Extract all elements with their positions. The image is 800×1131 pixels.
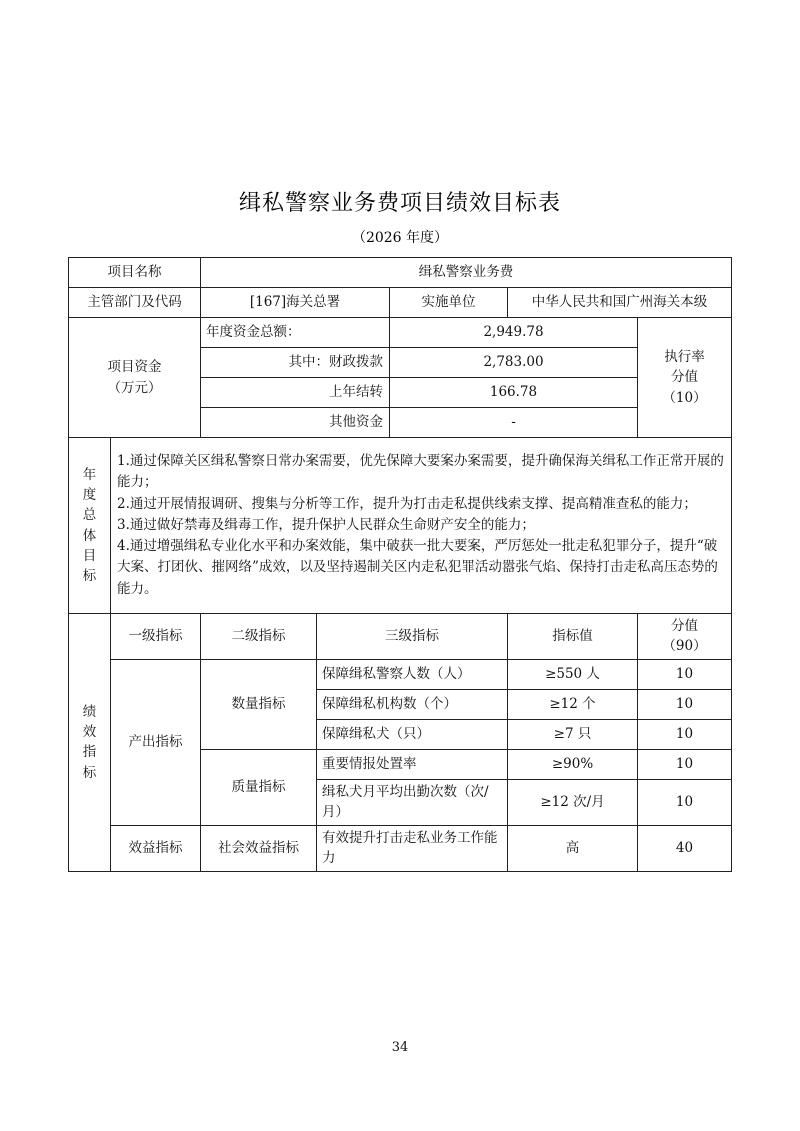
- indicators-header-row: [69, 614, 732, 660]
- indicators-label-char: 指: [82, 744, 97, 761]
- goals-label-char: 度: [82, 487, 97, 503]
- header-score-line1: 分值: [671, 618, 699, 634]
- goal-item: 4.通过增强缉私专业化水平和办案效能，集中破获一批大要案，严厉惩处一批走私犯罪分子，提升“破大案、打团伙、摧网络”成效，以及坚持遏制关区内走私犯罪活动嚣张气焰、保持打击走私高压态势的能力。: [117, 538, 718, 597]
- goals-label-char: 体: [82, 527, 97, 544]
- indicator-value: ≥12 次/月: [508, 779, 638, 825]
- header-level1: 一级指标: [111, 614, 201, 660]
- indicator-row: [69, 659, 732, 689]
- dept-value: [167]海关总署: [201, 288, 390, 318]
- funds-other-label: 其他资金: [201, 408, 390, 438]
- indicator-name: 重要情报处置率: [317, 749, 508, 779]
- exec-rate-score: [638, 318, 732, 438]
- exec-rate-line1: 执行率: [664, 349, 705, 366]
- funds-carryover-value: 166.78: [390, 378, 638, 408]
- goal-item: 2.通过开展情报调研、搜集与分析等工作，提升为打击走私提供线索支撑、提高精准查私的能力；: [117, 495, 697, 512]
- funds-label: [69, 318, 201, 438]
- header-score: [638, 614, 732, 660]
- output-indicator-label: 产出指标: [111, 659, 201, 825]
- indicator-score: 10: [638, 719, 732, 749]
- indicator-score: 10: [638, 659, 732, 689]
- indicator-name: 保障缉私犬（只）: [317, 719, 508, 749]
- goals-label-char: 目: [82, 547, 97, 564]
- quantity-indicator-label: 数量指标: [201, 659, 317, 749]
- funds-other-value: -: [390, 408, 638, 438]
- page-subtitle: （2026 年度）: [351, 230, 449, 246]
- project-name-label: 项目名称: [69, 258, 201, 288]
- indicator-value: ≥550 人: [508, 659, 638, 689]
- indicator-score: 10: [638, 689, 732, 719]
- goals-label-char: 总: [82, 507, 97, 524]
- indicator-row: [69, 825, 732, 871]
- funds-fiscal-value: 2,783.00: [390, 348, 638, 378]
- funds-label-line1: 项目资金: [107, 359, 162, 376]
- indicators-label-char: 效: [82, 724, 97, 740]
- indicator-value: 高: [508, 825, 638, 871]
- benefit-indicator-label: 效益指标: [111, 825, 201, 871]
- indicator-score: 10: [638, 749, 732, 779]
- goals-label-char: 标: [82, 568, 97, 584]
- exec-rate-line2: 分值: [671, 369, 699, 386]
- page-title: 缉私警察业务费项目绩效目标表: [238, 191, 561, 216]
- indicators-label-char: 绩: [82, 703, 97, 720]
- unit-label: 实施单位: [390, 288, 508, 318]
- quality-indicator-label: 质量指标: [201, 749, 317, 825]
- indicators-label-char: 标: [82, 764, 97, 781]
- goals-row: [69, 438, 732, 614]
- project-name-row: [69, 258, 732, 288]
- funds-carryover-label: 上年结转: [201, 378, 390, 408]
- project-name-value: 缉私警察业务费: [201, 258, 732, 288]
- social-indicator-label: 社会效益指标: [201, 825, 317, 871]
- indicators-label: [69, 614, 111, 872]
- performance-table: [68, 257, 732, 872]
- header-value: 指标值: [508, 614, 638, 660]
- goals-label: [69, 438, 111, 614]
- funds-total-row: [69, 318, 732, 348]
- goal-item: 3.通过做好禁毒及缉毒工作，提升保护人民群众生命财产安全的能力；: [117, 516, 535, 533]
- funds-total-value: 2,949.78: [390, 318, 638, 348]
- indicator-value: ≥7 只: [508, 719, 638, 749]
- header-score-line2: （90）: [662, 638, 707, 655]
- funds-fiscal-label: 其中：财政拨款: [201, 348, 390, 378]
- funds-total-label: 年度资金总额：: [201, 318, 390, 348]
- indicator-name: 有效提升打击走私业务工作能力: [317, 825, 508, 871]
- page-number: 34: [391, 1040, 409, 1055]
- goals-content: [111, 438, 732, 614]
- indicator-value: ≥90%: [508, 749, 638, 779]
- dept-label: 主管部门及代码: [69, 288, 201, 318]
- indicator-value: ≥12 个: [508, 689, 638, 719]
- goal-item: 1.通过保障关区缉私警察日常办案需要，优先保障大要案办案需要，提升确保海关缉私工作正常开展的能力；: [117, 452, 724, 491]
- indicator-name: 保障缉私警察人数（人）: [317, 659, 508, 689]
- indicator-score: 10: [638, 779, 732, 825]
- exec-rate-line3: （10）: [662, 389, 707, 406]
- indicator-name: 缉私犬月平均出勤次数（次/月）: [317, 779, 508, 825]
- goals-label-char: 年: [82, 466, 97, 483]
- dept-row: [69, 288, 732, 318]
- indicator-score: 40: [638, 825, 732, 871]
- header-level2: 二级指标: [201, 614, 317, 660]
- header-level3: 三级指标: [317, 614, 508, 660]
- unit-value: 中华人民共和国广州海关本级: [508, 288, 732, 318]
- funds-label-line2: （万元）: [107, 379, 162, 396]
- indicator-name: 保障缉私机构数（个）: [317, 689, 508, 719]
